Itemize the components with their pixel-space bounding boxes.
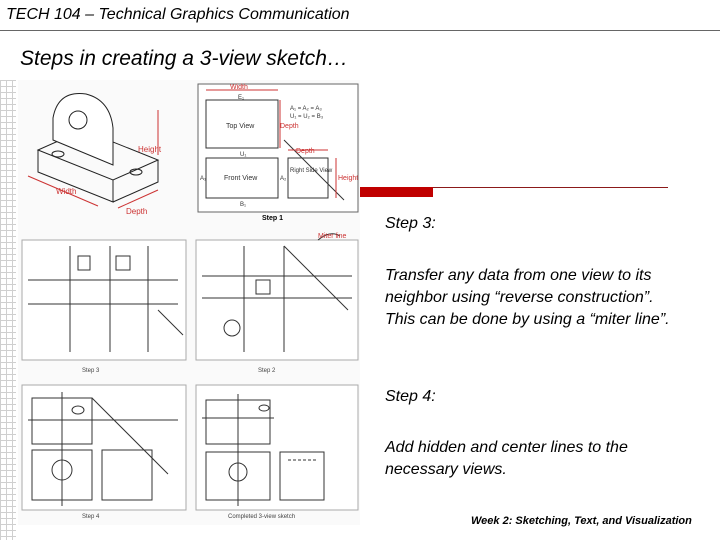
slide-subtitle: Steps in creating a 3-view sketch… (20, 47, 348, 70)
step4-heading: Step 4: (385, 388, 436, 405)
equation-1: A₁ = A₂ = A₃ (290, 106, 322, 112)
course-header: TECH 104 – Technical Graphics Communication (6, 6, 350, 23)
b1-label: B₁ (240, 202, 247, 208)
right-side-view-label: Right Side View (290, 168, 333, 174)
e1-label: E₁ (238, 95, 245, 101)
step4-body: Add hidden and center lines to the necessary views. (385, 439, 628, 478)
top-view-label: Top View (226, 123, 255, 130)
accent-bar (360, 187, 433, 197)
step3-body: Transfer any data from one view to its neighbor using “reverse construction”. This can be done by using a “miter line”. (385, 267, 670, 328)
header-divider (0, 30, 720, 31)
step4-sketch (22, 385, 186, 510)
equation-2: U₁ = U₂ = B₃ (290, 114, 324, 120)
grid-paper-strip (0, 80, 16, 540)
footer-text: Week 2: Sketching, Text, and Visualization (471, 515, 692, 527)
front-view-label: Front View (224, 175, 258, 182)
step3-caption: Step 3 (82, 368, 100, 374)
u1-label: U₁ (240, 152, 247, 158)
miter-line-label: Miter line (318, 233, 347, 240)
step3-sketch (22, 240, 186, 360)
completed-sketch (196, 385, 358, 510)
step1-caption: Step 1 (262, 215, 284, 222)
sketch-steps-figure (18, 80, 360, 525)
view-width-label: Width (230, 84, 248, 91)
sketch-steps-illustration (18, 80, 360, 525)
iso-width-label: Width (56, 187, 77, 196)
step2-caption: Step 2 (258, 368, 276, 374)
rsv-depth-label: Depth (296, 148, 315, 155)
view-depth-label: Depth (280, 123, 299, 130)
iso-depth-label: Depth (126, 207, 148, 216)
completed-caption: Completed 3-view sketch (228, 514, 296, 520)
step3-heading: Step 3: (385, 215, 436, 232)
view-height-label: Height (338, 175, 359, 182)
a1-label: A₁ (200, 176, 207, 182)
iso-height-label: Height (138, 145, 162, 154)
step4-caption: Step 4 (82, 514, 100, 520)
step2-sketch (196, 234, 358, 360)
a2-label: A₂ (280, 176, 287, 182)
accent-rule (433, 187, 668, 188)
